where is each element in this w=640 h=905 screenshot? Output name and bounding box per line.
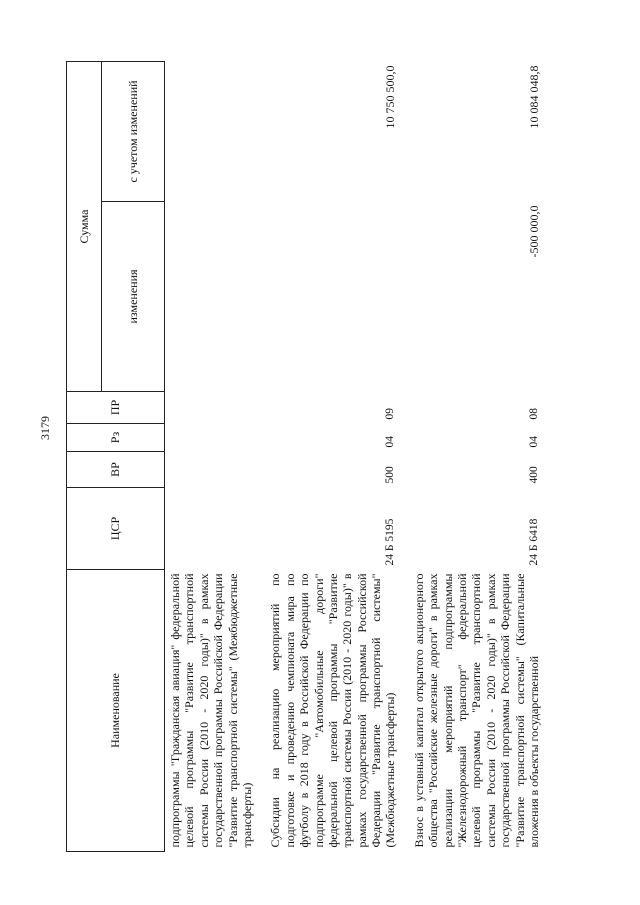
header-name: Наименование (67, 570, 165, 852)
row-pr: 09 (384, 408, 397, 420)
row-pr: 08 (527, 408, 540, 420)
row-name: Взнос в уставный капитал открытого акционерного общества "Российские железные дороги" в рамках реализации мероприятий подпрограммы "Железнодорожный транспорт" федеральной целевой программы "Развитие транспортной системы России (2010 - 2020 годы)" в рамках государственной программы Российской Федерации "Развитие транспортной системы" (Капитальные вложения в объекты государственной (411, 573, 541, 848)
table-body (165, 61, 545, 851)
row-csr (165, 488, 258, 570)
row-spacer (401, 61, 409, 851)
row-spacer (257, 61, 265, 851)
row-name: Субсидии на реализацию мероприятий по подготовке и проведению чемпионата мира по футболу в 2018 году в Российской Федерации по подпрограмме "Автомобильные дороги" федеральной целевой программы "Развитие транспортной системы России (2010 - 2020 годы)" в рамках государственной программы Российской Федерации "Развитие транспортной системы" (Межбюджетные трансферты) (268, 573, 398, 848)
row-pr (165, 392, 258, 424)
row-vr (165, 452, 258, 488)
row-with-changes: 10 750 500,0 (383, 65, 398, 129)
row-with-changes (165, 61, 258, 201)
header-sum: Сумма (67, 61, 102, 391)
header-pr: ПР (67, 392, 165, 424)
header-vr: ВР (67, 452, 165, 488)
row-spacer-cell (401, 61, 409, 851)
header-changes: изменения (102, 202, 165, 392)
row-name: подпрограммы "Гражданская авиация" федеральной целевой программы "Развитие транспортной системы России (2010 - 2020 годы)" в рамках государственной программы Российской Федерации "Развитие транспортной системы" (Межбюджетные трансферты) (168, 573, 254, 848)
header-csr: ЦСР (67, 488, 165, 570)
row-rz: 04 (384, 436, 397, 448)
budget-table (66, 61, 544, 852)
row-changes: -500 000,0 (526, 205, 541, 258)
row-vr: 500 (384, 466, 397, 484)
row-vr: 400 (527, 466, 540, 484)
row-changes (165, 202, 258, 392)
budget-table-page (66, 62, 586, 852)
table-row (409, 61, 545, 851)
table-row (265, 61, 401, 851)
row-spacer-cell (257, 61, 265, 851)
page-number: 3179 (38, 416, 52, 440)
row-rz (165, 424, 258, 452)
header-rz: Рз (67, 424, 165, 452)
row-rz: 04 (527, 436, 540, 448)
row-csr: 24 Б 6418 (527, 518, 540, 566)
row-with-changes: 10 084 048,8 (526, 65, 541, 129)
table-row (165, 61, 258, 851)
row-csr: 24 Б 5195 (384, 518, 397, 566)
row-changes (265, 202, 401, 392)
header-with-changes: с учетом изменений (102, 61, 165, 201)
